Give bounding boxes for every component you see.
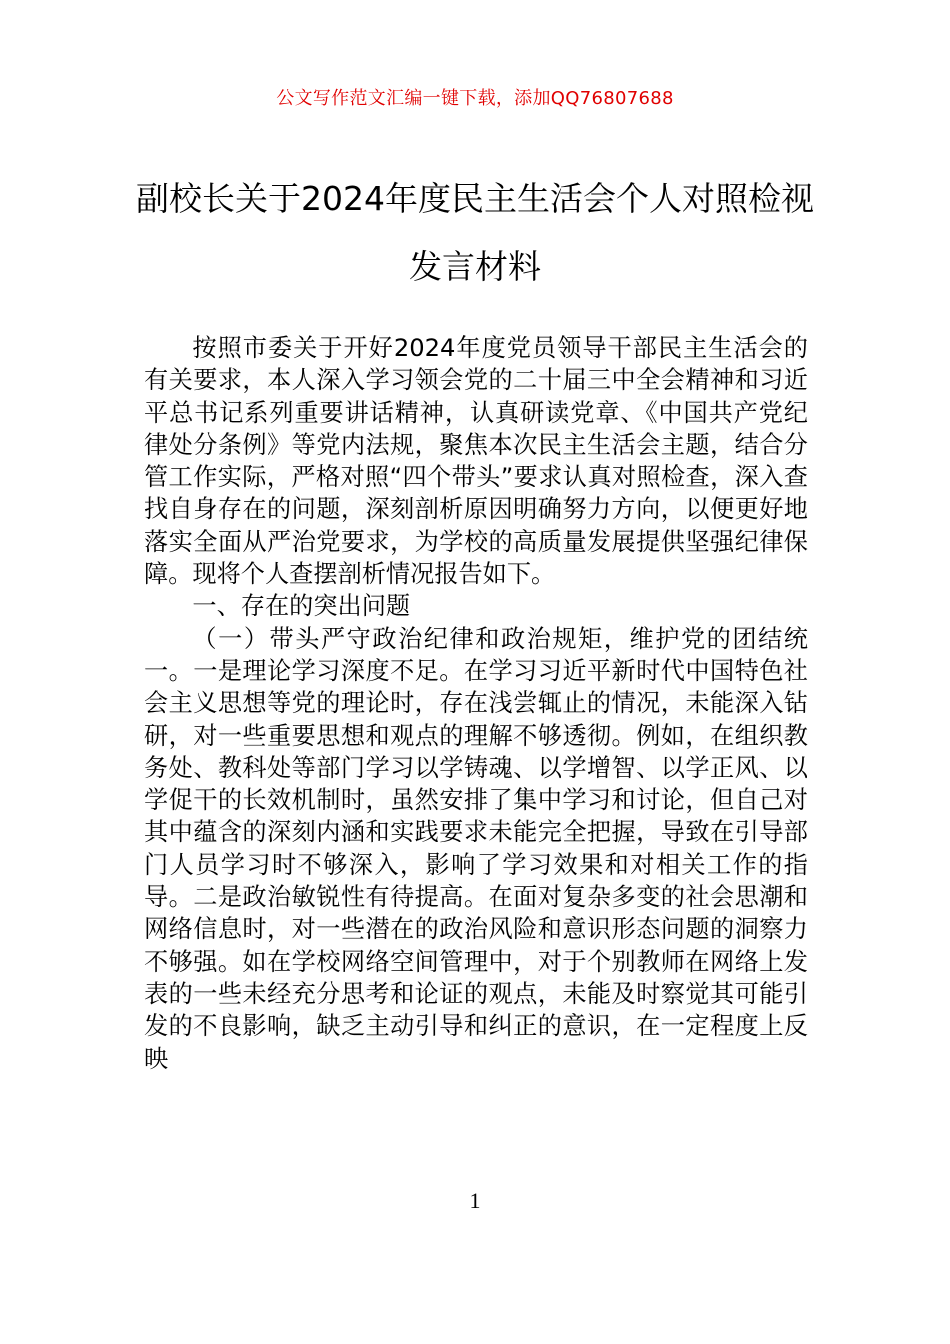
- body-paragraph: （一）带头严守政治纪律和政治规矩，维护党的团结统一。一是理论学习深度不足。在学习习近平新时代中国特色社会主义思想等党的理论时，存在浅尝辄止的情况，未能深入钻研，对一些重要思想和观点的理解不够透彻。例如，在组织教务处、教科处等部门学习以学铸魂、以学增智、以学正风、以学促干的长效机制时，虽然安排了集中学习和讨论，但自己对其中蕴含的深刻内涵和实践要求未能完全把握，导致在引导部门人员学习时不够深入，影响了学习效果和对相关工作的指导。二是政治敏锐性有待提高。在面对复杂多变的社会思潮和网络信息时，对一些潜在的政治风险和意识形态问题的洞察力不够强。如在学校网络空间管理中，对于个别教师在网络上发表的一些未经充分思考和论证的观点，未能及时察觉其可能引发的不良影响，缺乏主动引导和纠正的意识，在一定程度上反映: [144, 624, 808, 1073]
- promo-banner[interactable]: 公文写作范文汇编一键下载，添加QQ76807688: [276, 88, 674, 109]
- page-number: 1: [469, 1188, 481, 1213]
- intro-paragraph: 按照市委关于开好2024年度党员领导干部民主生活会的有关要求，本人深入学习领会党的二十届三中全会精神和习近平总书记系列重要讲话精神，认真研读党章、《中国共产党纪律处分条例》等党内法规，聚焦本次民主生活会主题，结合分管工作实际，严格对照“四个带头”要求认真对照检查，深入查找自身存在的问题，深刻剖析原因明确努力方向，以便更好地落实全面从严治党要求，为学校的高质量发展提供坚强纪律保障。现将个人查摆剖析情况报告如下。: [144, 334, 808, 589]
- section-heading: 一、存在的突出问题: [192, 592, 411, 621]
- document-body: [144, 332, 808, 1075]
- document-title: 副校长关于2024年度民主生活会个人对照检视发言材料: [136, 179, 814, 286]
